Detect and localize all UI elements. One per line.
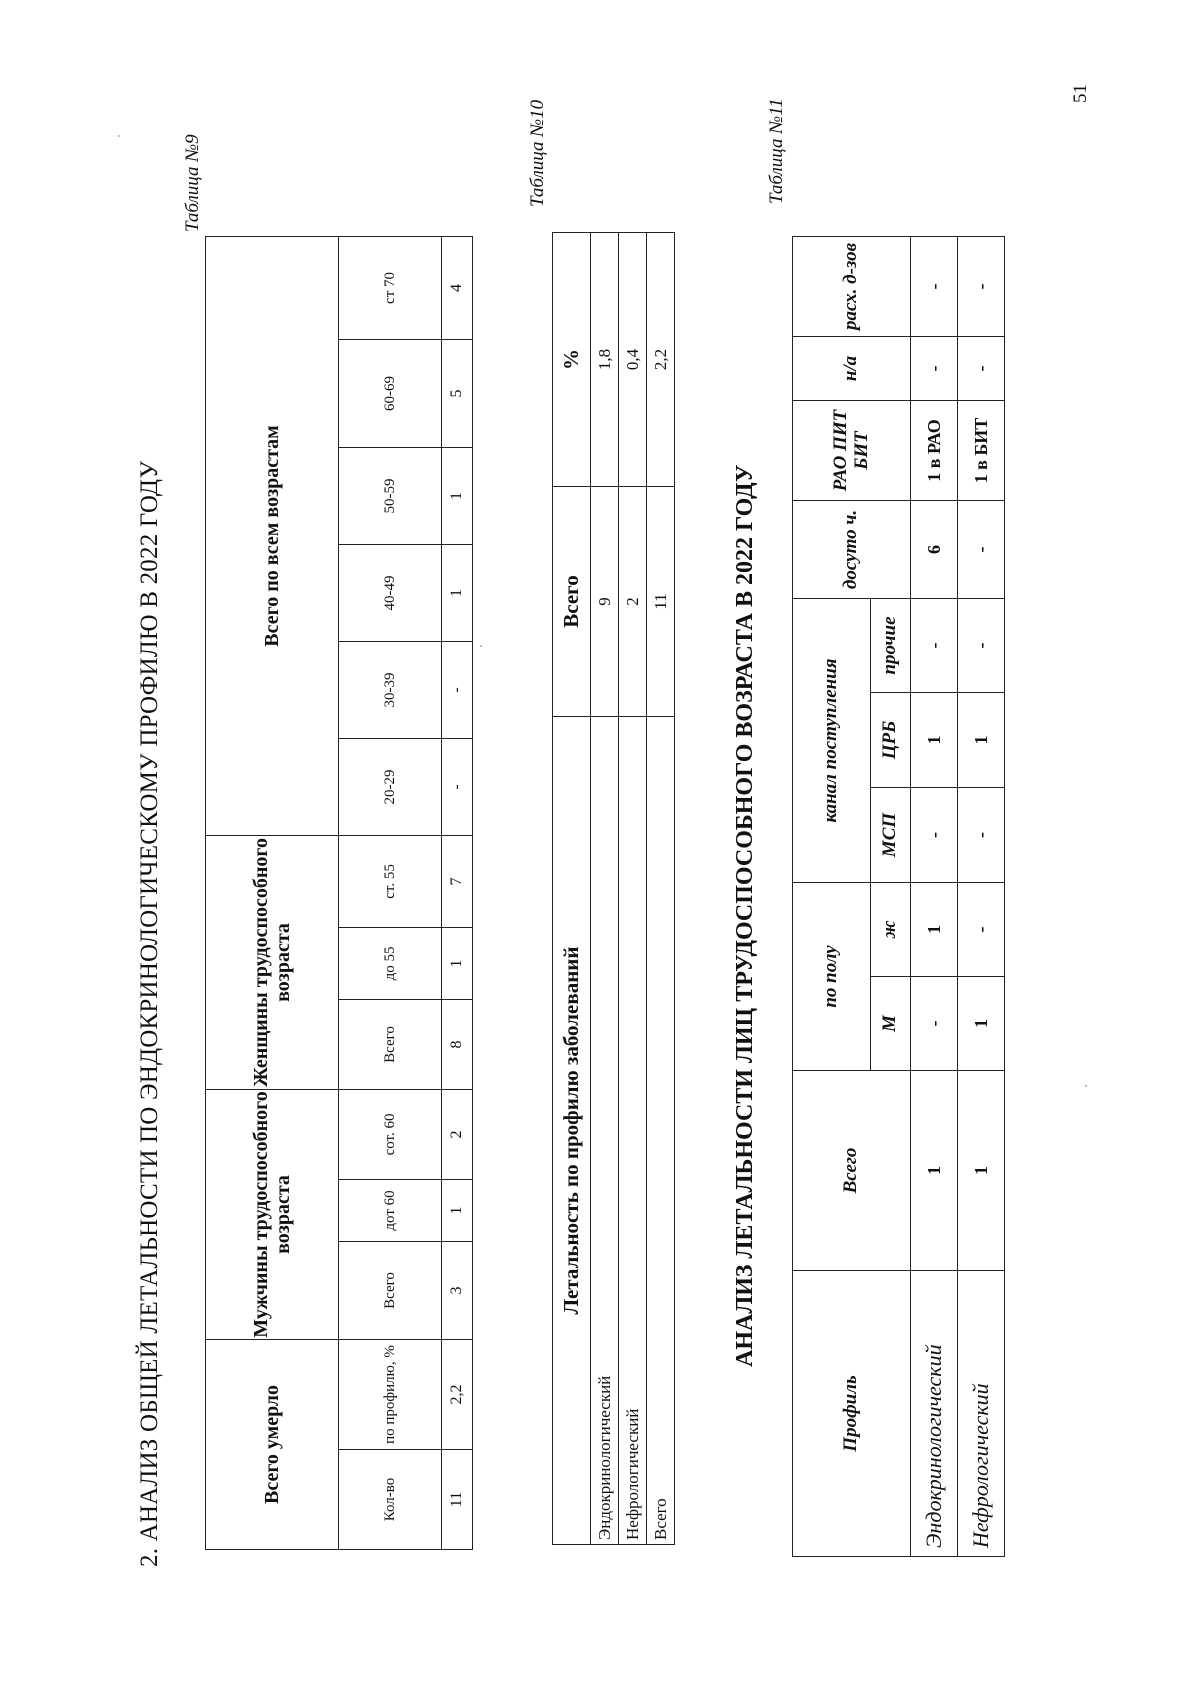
- table9-value: 1: [442, 544, 473, 641]
- table10-caption: Таблица №10: [527, 99, 548, 207]
- table11-header-row-1: [793, 236, 871, 1556]
- table9-caption: Таблица №9: [182, 134, 203, 232]
- table11-row-m: -: [911, 977, 958, 1071]
- table9-subheader: 40-49: [339, 544, 442, 641]
- table11-row-disc: -: [958, 236, 1005, 336]
- table9-subheader: ст. 55: [339, 835, 442, 927]
- table-row: [619, 233, 647, 1545]
- table9: [205, 236, 473, 1550]
- table10: [552, 232, 675, 1545]
- table10-header: %: [553, 233, 591, 487]
- table9-subheader: Всего: [339, 1241, 442, 1339]
- table10-row-total: 2: [619, 487, 647, 717]
- page-number: 51: [1070, 84, 1091, 103]
- table9-value: -: [442, 738, 473, 835]
- table10-row-name: Эндокринологический: [591, 717, 619, 1545]
- table9-value: 2: [442, 1089, 473, 1179]
- table10-row-name: Нефрологический: [619, 717, 647, 1545]
- table9-value: 5: [442, 339, 473, 447]
- table11-row-other: -: [958, 598, 1005, 692]
- table9-value: 3: [442, 1241, 473, 1339]
- table9-subheader: сот. 60: [339, 1089, 442, 1179]
- table11-row-urgent: 6: [911, 500, 958, 598]
- table9-value: 2,2: [442, 1339, 473, 1449]
- section-title: 2. АНАЛИЗ ОБЩЕЙ ЛЕТАЛЬНОСТИ ПО ЭНДОКРИНОЛОГИЧЕСКОМУ ПРОФИЛЮ В 2022 ГОДУ: [136, 460, 163, 1567]
- table11-row-crb: 1: [958, 693, 1005, 788]
- table-row: [911, 236, 958, 1556]
- table10-row-percent: 2,2: [647, 233, 675, 487]
- table9-subheader-row: [339, 236, 442, 1549]
- table11-row-m: 1: [958, 977, 1005, 1071]
- table11-row-profile: Нефрологический: [958, 1271, 1005, 1557]
- table11-caption: Таблица №11: [766, 98, 787, 204]
- table10-header-row: [553, 233, 591, 1545]
- table11-row-msp: -: [958, 788, 1005, 883]
- table11-header-disc: расх. д-зов: [793, 236, 911, 336]
- table9-value: 1: [442, 1179, 473, 1241]
- table9-header-men: Мужчины трудоспособного возраста: [206, 1089, 339, 1339]
- table9-subheader: ст 70: [339, 236, 442, 339]
- table9-value: -: [442, 641, 473, 738]
- table11-title: АНАЛИЗ ЛЕТАЛЬНОСТИ ЛИЦ ТРУДОСПОСОБНОГО ВОЗРАСТА В 2022 ГОДУ: [732, 464, 758, 1367]
- table10-header: Летальность по профилю заболеваний: [553, 717, 591, 1545]
- table11-row-rao: 1 в БИТ: [958, 400, 1005, 500]
- table11-row-total: 1: [958, 1071, 1005, 1271]
- table9-subheader: по профилю, %: [339, 1339, 442, 1449]
- table9-subheader: Всего: [339, 999, 442, 1089]
- table9-subheader: 50-59: [339, 447, 442, 544]
- scan-speck: [118, 135, 120, 137]
- table9-group-header-row: [206, 236, 339, 1549]
- table9-subheader: до 55: [339, 927, 442, 999]
- table10-header: Всего: [553, 487, 591, 717]
- table11-row-urgent: -: [958, 500, 1005, 598]
- table11-header-total: Всего: [793, 1071, 911, 1271]
- table10-row-percent: 1,8: [591, 233, 619, 487]
- table11-row-disc: -: [911, 236, 958, 336]
- table11-row-f: -: [958, 883, 1005, 977]
- table11-header-m: М: [871, 977, 911, 1071]
- table-row: [647, 233, 675, 1545]
- table10-row-name: Всего: [647, 717, 675, 1545]
- scan-speck: [480, 645, 482, 647]
- table10-row-percent: 0,4: [619, 233, 647, 487]
- table9-subheader: 60-69: [339, 339, 442, 447]
- table9-value: 8: [442, 999, 473, 1089]
- table11-row-na: -: [958, 336, 1005, 400]
- table9-value: 11: [442, 1450, 473, 1550]
- table9-header-all-ages: Всего по всем возрастам: [206, 236, 339, 835]
- table9-values-row: [442, 236, 473, 1549]
- table11-header-channel: канал поступления: [793, 598, 871, 882]
- table11: [792, 236, 1005, 1557]
- table-row: [591, 233, 619, 1545]
- table11-row-f: 1: [911, 883, 958, 977]
- table11-row-rao: 1 в РАО: [911, 400, 958, 500]
- table10-row-total: 11: [647, 487, 675, 717]
- table11-header-f: ж: [871, 883, 911, 977]
- table11-row-msp: -: [911, 788, 958, 883]
- table11-row-profile: Эндокринологический: [911, 1271, 958, 1557]
- table9-value: 1: [442, 927, 473, 999]
- table11-row-crb: 1: [911, 693, 958, 788]
- table-row: [958, 236, 1005, 1556]
- table11-header-by-sex: по полу: [793, 883, 871, 1071]
- table11-header-na: н/а: [793, 336, 911, 400]
- table11-header-msp: МСП: [871, 788, 911, 883]
- table11-header-profile: Профиль: [793, 1271, 911, 1557]
- table11-row-other: -: [911, 598, 958, 692]
- scan-speck: [1085, 1085, 1087, 1087]
- table9-value: 7: [442, 835, 473, 927]
- table11-header-rao: РАО ПИТ БИТ: [793, 400, 911, 500]
- table10-row-total: 9: [591, 487, 619, 717]
- table11-header-crb: ЦРБ: [871, 693, 911, 788]
- table9-value: 1: [442, 447, 473, 544]
- table9-header-total-died: Всего умерло: [206, 1339, 339, 1549]
- table9-subheader: дот 60: [339, 1179, 442, 1241]
- table11-row-na: -: [911, 336, 958, 400]
- table9-header-women: Женщины трудоспособного возраста: [206, 835, 339, 1089]
- table11-row-total: 1: [911, 1071, 958, 1271]
- table9-subheader: 20-29: [339, 738, 442, 835]
- table9-value: 4: [442, 236, 473, 339]
- table11-header-urgent: досуто ч.: [793, 500, 911, 598]
- table9-subheader: Кол-во: [339, 1450, 442, 1550]
- table11-header-other: прочие: [871, 598, 911, 692]
- table9-subheader: 30-39: [339, 641, 442, 738]
